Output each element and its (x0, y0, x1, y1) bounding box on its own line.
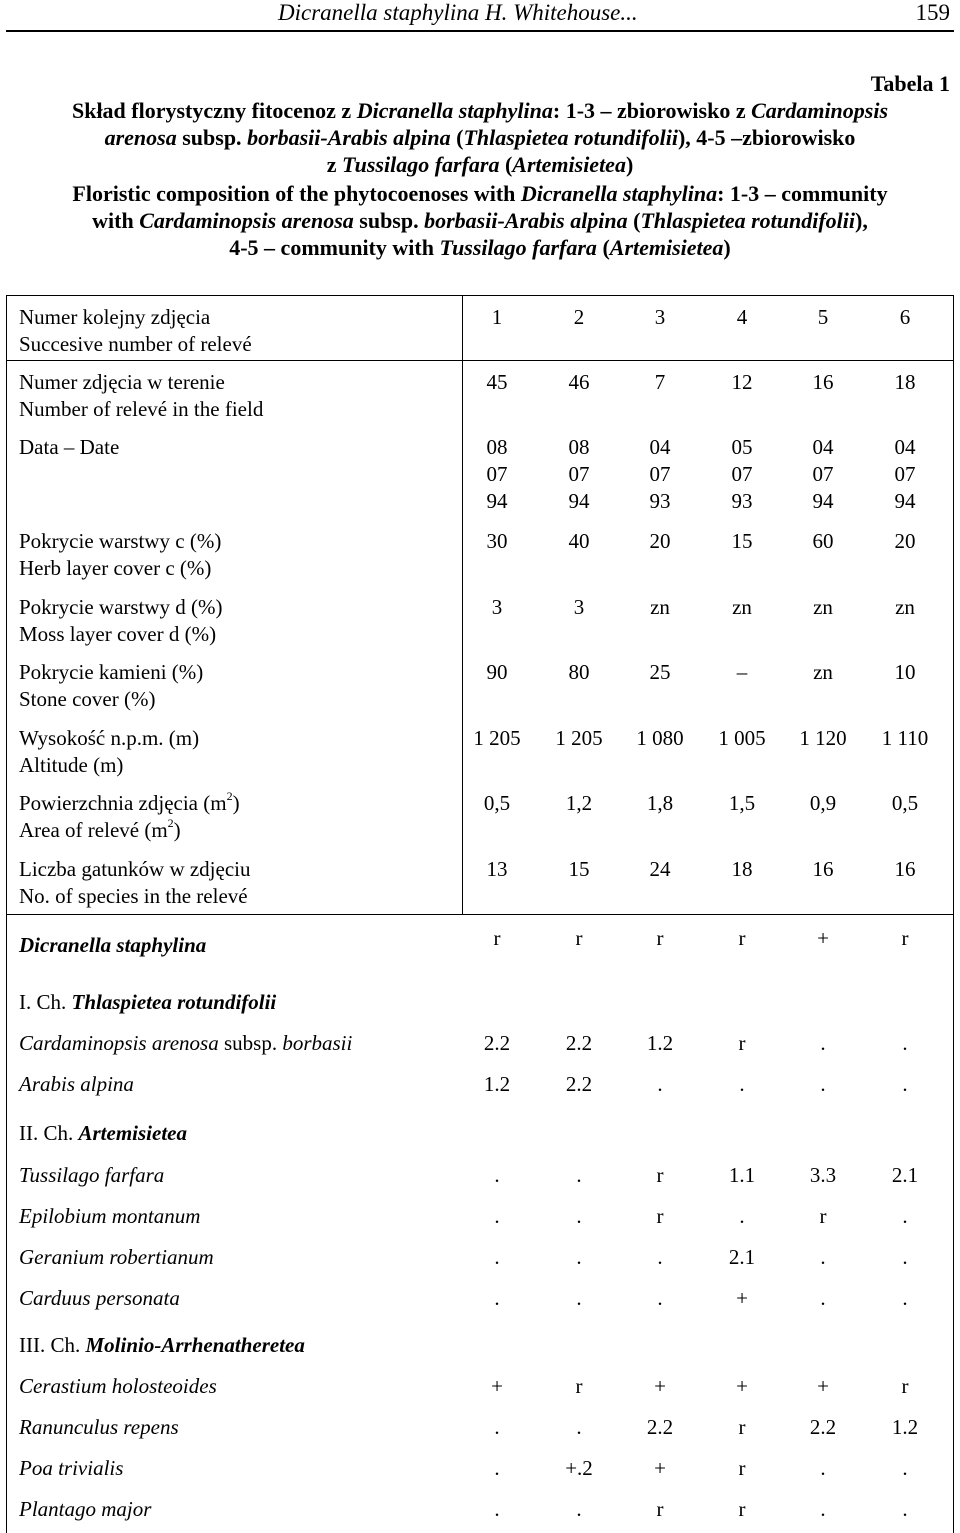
value-cell: r (819, 1204, 827, 1228)
value-cell: + (817, 1374, 829, 1398)
value-cell: 2.2 (565, 1072, 593, 1096)
text: Plantago major (19, 1497, 152, 1521)
label-en (19, 883, 251, 910)
text: Pokrycie warstwy d (%) (19, 595, 223, 619)
value-cell: r (901, 926, 909, 950)
species-name (19, 1455, 123, 1482)
value-cell: . (494, 1163, 500, 1187)
value-cell: 16 (812, 370, 834, 394)
value-cell: 16 (894, 857, 916, 881)
value-cell: 90 (486, 660, 508, 684)
value-cell: zn (813, 595, 833, 619)
value-cell: . (820, 1031, 826, 1055)
value-cell: . (657, 1072, 663, 1096)
value-cell: 5 (817, 305, 829, 329)
value-cell: . (902, 1031, 908, 1055)
text: Tussilago farfara (19, 1163, 165, 1187)
text: Powierzchnia zdjęcia (m (19, 791, 227, 815)
value-cell: 1.2 (646, 1031, 674, 1055)
group-title (19, 989, 276, 1016)
value-cell: 13 (486, 857, 508, 881)
value-cell: 10 (894, 660, 916, 684)
label-en (19, 752, 199, 779)
text: III. Ch. (19, 1333, 86, 1357)
text: Stone cover (%) (19, 687, 156, 711)
row-divider (7, 360, 953, 361)
label-en (19, 555, 221, 582)
label-pl (19, 369, 263, 396)
text: Data – Date (19, 435, 120, 459)
value-cell: 05 07 93 (731, 435, 753, 513)
value-cell: . (820, 1286, 826, 1310)
value-cell: 16 (812, 857, 834, 881)
text: Arabis alpina (19, 1072, 134, 1096)
value-cell: zn (732, 595, 752, 619)
value-cell: 12 (731, 370, 753, 394)
value-cell: r (493, 926, 501, 950)
value-cell: 0,9 (809, 791, 837, 815)
value-cell: + (654, 1374, 666, 1398)
value-cell: + (736, 1286, 748, 1310)
row-divider (7, 914, 953, 915)
value-cell: . (494, 1456, 500, 1480)
text: Pokrycie kamieni (%) (19, 660, 204, 684)
caption-pl-line-1: Skład florystyczny fitocenoz z Dicranella staphylina: 1-3 – zbiorowisko z Cardaminopsis (71, 98, 889, 123)
value-cell: r (575, 1374, 583, 1398)
text: borbasii (282, 1031, 353, 1055)
floristic-table (6, 295, 954, 1533)
species-name (19, 1203, 200, 1230)
value-cell: – (736, 660, 748, 684)
value-cell: . (494, 1415, 500, 1439)
value-cell: . (494, 1204, 500, 1228)
value-cell: r (656, 1497, 664, 1521)
caption-en-line-1: Floristic composition of the phytocoenoses with Dicranella staphylina: 1-3 – community (72, 181, 888, 206)
text: ) (173, 818, 181, 842)
value-cell: r (738, 1497, 746, 1521)
table-label: Tabela 1 (870, 71, 950, 96)
species-name (19, 1414, 179, 1441)
value-cell: . (902, 1204, 908, 1228)
value-cell: . (820, 1245, 826, 1269)
species-name (19, 932, 206, 959)
value-cell: 45 (486, 370, 508, 394)
value-cell: 1.2 (891, 1415, 919, 1439)
label-pl (19, 304, 252, 331)
running-title: Dicranella staphylina H. Whitehouse... (278, 0, 638, 25)
text: Wysokość n.p.m. (m) (19, 726, 200, 750)
value-cell: 2.1 (891, 1163, 919, 1187)
text: Molinio-Arrhenatheretea (85, 1333, 305, 1357)
value-cell: 2.1 (728, 1245, 756, 1269)
label-pl (19, 856, 251, 883)
value-cell: 1,5 (728, 791, 756, 815)
value-cell: r (901, 1374, 909, 1398)
text: Altitude (m) (19, 753, 124, 777)
value-cell: 60 (812, 529, 834, 553)
text: Artemisietea (78, 1121, 187, 1145)
value-cell: 2.2 (646, 1415, 674, 1439)
value-cell: 15 (568, 857, 590, 881)
row-label (19, 369, 263, 423)
row-label (19, 528, 221, 582)
value-cell: 1 205 (555, 726, 603, 750)
text: Succesive number of relevé (19, 332, 252, 356)
value-cell: 08 07 94 (568, 435, 590, 513)
value-cell: . (739, 1204, 745, 1228)
value-cell: 08 07 94 (486, 435, 508, 513)
value-cell: +.2 (565, 1456, 593, 1480)
text: Cerastium holosteoides (19, 1374, 217, 1398)
value-cell: 46 (568, 370, 590, 394)
value-cell: 2 (573, 305, 585, 329)
value-cell: . (576, 1163, 582, 1187)
label-en (19, 817, 240, 844)
species-name (19, 1030, 352, 1057)
value-cell: r (738, 1415, 746, 1439)
text: Thlaspietea rotundifolii (71, 990, 277, 1014)
value-cell: 20 (649, 529, 671, 553)
value-cell: 20 (894, 529, 916, 553)
label-pl (19, 528, 221, 555)
text: Carduus personata (19, 1286, 180, 1310)
text: Ranunculus repens (19, 1415, 179, 1439)
value-cell: r (656, 926, 664, 950)
value-cell: . (902, 1286, 908, 1310)
species-name (19, 1373, 217, 1400)
value-cell: . (820, 1072, 826, 1096)
text: Area of relevé (m (19, 818, 168, 842)
text: Number of relevé in the field (19, 397, 264, 421)
value-cell: . (902, 1072, 908, 1096)
text: subsp. (218, 1031, 283, 1055)
value-cell: r (656, 1204, 664, 1228)
text: II. Ch. (19, 1121, 79, 1145)
text: Dicranella staphylina (19, 933, 207, 957)
caption-pl-line-2: arenosa subsp. borbasii-Arabis alpina (Thlaspietea rotundifolii), 4-5 –zbiorowisko (104, 125, 856, 150)
text: Cardaminopsis arenosa (19, 1031, 219, 1055)
value-cell: 1 005 (718, 726, 766, 750)
value-cell: . (657, 1286, 663, 1310)
label-pl (19, 790, 240, 817)
value-cell: . (576, 1245, 582, 1269)
row-label (19, 725, 199, 779)
running-header (6, 0, 954, 32)
value-cell: 80 (568, 660, 590, 684)
superscript: 2 (226, 789, 233, 803)
label-en (19, 396, 263, 423)
value-cell: r (575, 926, 583, 950)
value-cell: r (656, 1163, 664, 1187)
value-cell: zn (650, 595, 670, 619)
value-cell: 1 (491, 305, 503, 329)
value-cell: . (902, 1497, 908, 1521)
value-cell: 04 07 94 (894, 435, 916, 513)
text: Herb layer cover c (%) (19, 556, 212, 580)
value-cell: 7 (654, 370, 666, 394)
label-pl (19, 725, 199, 752)
value-cell: 40 (568, 529, 590, 553)
value-cell: r (738, 926, 746, 950)
value-cell: 2.2 (483, 1031, 511, 1055)
text: Pokrycie warstwy c (%) (19, 529, 222, 553)
caption-pl-line-3: z Tussilago farfara (Artemisietea) (326, 152, 634, 177)
value-cell: 1.2 (483, 1072, 511, 1096)
value-cell: . (576, 1204, 582, 1228)
value-cell: 3 (573, 595, 585, 619)
value-cell: . (576, 1286, 582, 1310)
value-cell: 25 (649, 660, 671, 684)
value-cell: 4 (736, 305, 748, 329)
species-name (19, 1285, 180, 1312)
text: Epilobium montanum (19, 1204, 201, 1228)
label-pl (19, 659, 203, 686)
value-cell: 15 (731, 529, 753, 553)
caption-en-line-2: with Cardaminopsis arenosa subsp. borbasii-Arabis alpina (Thlaspietea rotundifolii), (92, 208, 868, 233)
value-cell: 3 (491, 595, 503, 619)
value-cell: r (738, 1456, 746, 1480)
value-cell: 1,8 (646, 791, 674, 815)
value-cell: zn (895, 595, 915, 619)
value-cell: . (657, 1245, 663, 1269)
value-cell: 18 (894, 370, 916, 394)
value-cell: + (817, 926, 829, 950)
row-label (19, 659, 203, 713)
species-name (19, 1244, 214, 1271)
value-cell: . (494, 1286, 500, 1310)
text: No. of species in the relevé (19, 884, 248, 908)
text: Liczba gatunków w zdjęciu (19, 857, 251, 881)
value-cell: r (738, 1031, 746, 1055)
value-cell: . (576, 1415, 582, 1439)
value-cell: zn (813, 660, 833, 684)
value-cell: . (576, 1497, 582, 1521)
value-cell: 2.2 (809, 1415, 837, 1439)
value-cell: . (739, 1072, 745, 1096)
value-cell: 04 07 94 (812, 435, 834, 513)
label-en (19, 331, 252, 358)
value-cell: 3 (654, 305, 666, 329)
value-cell: 30 (486, 529, 508, 553)
value-cell: . (820, 1497, 826, 1521)
label-pl (19, 434, 119, 461)
superscript: 2 (167, 816, 174, 830)
value-cell: 04 07 93 (649, 435, 671, 513)
text: Geranium robertianum (19, 1245, 214, 1269)
value-cell: 1 120 (799, 726, 847, 750)
label-en (19, 686, 203, 713)
value-cell: 1 080 (636, 726, 684, 750)
value-cell: 24 (649, 857, 671, 881)
group-title (19, 1332, 305, 1359)
value-cell: . (820, 1456, 826, 1480)
value-cell: 0,5 (483, 791, 511, 815)
page-number: 159 (915, 0, 950, 25)
species-name (19, 1496, 151, 1523)
value-cell: 1,2 (565, 791, 593, 815)
text: Poa trivialis (19, 1456, 124, 1480)
row-label (19, 304, 252, 358)
value-cell: + (736, 1374, 748, 1398)
caption-en-line-3: 4-5 – community with Tussilago farfara (Artemisietea) (229, 235, 731, 260)
value-cell: . (902, 1456, 908, 1480)
value-cell: 1.1 (728, 1163, 756, 1187)
value-cell: 1 205 (473, 726, 521, 750)
value-cell: . (494, 1245, 500, 1269)
value-cell: . (902, 1245, 908, 1269)
label-pl (19, 594, 223, 621)
species-name (19, 1071, 134, 1098)
value-cell: . (494, 1497, 500, 1521)
text: Moss layer cover d (%) (19, 622, 217, 646)
text: ) (232, 791, 240, 815)
value-cell: 3.3 (809, 1163, 837, 1187)
text: Numer kolejny zdjęcia (19, 305, 211, 329)
species-name (19, 1162, 164, 1189)
text: Numer zdjęcia w terenie (19, 370, 225, 394)
row-label (19, 594, 223, 648)
value-cell: + (491, 1374, 503, 1398)
value-cell: + (654, 1456, 666, 1480)
row-label (19, 856, 251, 910)
group-title (19, 1120, 187, 1147)
label-en (19, 621, 223, 648)
value-cell: 18 (731, 857, 753, 881)
row-label (19, 790, 240, 844)
text: I. Ch. (19, 990, 72, 1014)
value-cell: 2.2 (565, 1031, 593, 1055)
value-cell: 6 (899, 305, 911, 329)
row-label (19, 434, 119, 461)
value-cell: 1 110 (881, 726, 929, 750)
value-cell: 0,5 (891, 791, 919, 815)
